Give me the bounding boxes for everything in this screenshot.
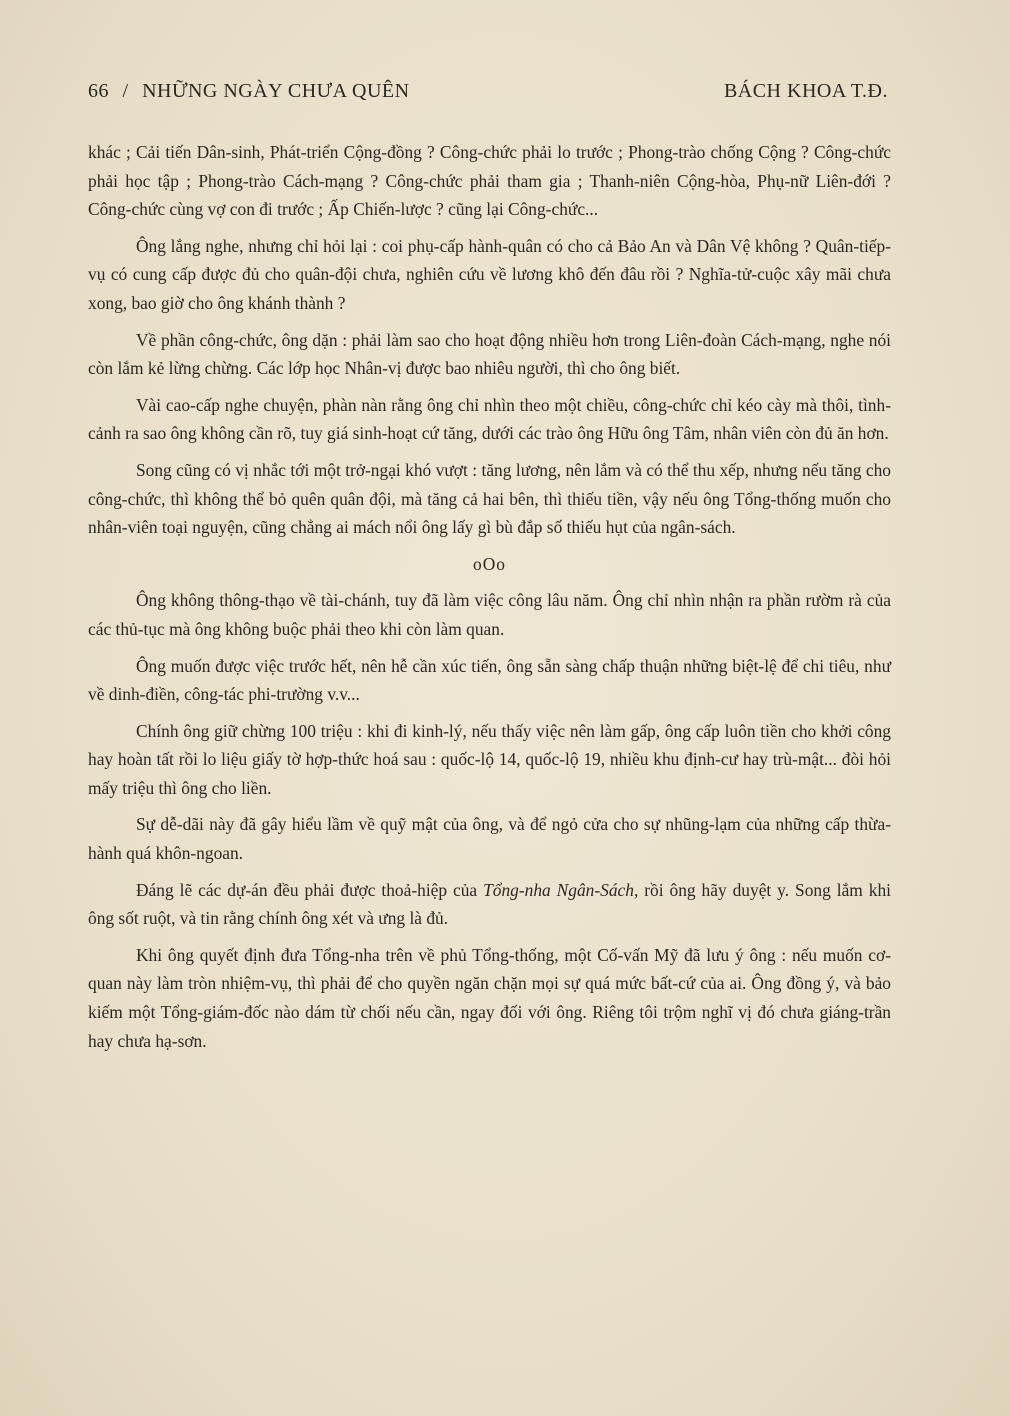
paragraph: Sự dễ-dãi này đã gây hiểu lầm về quỹ mật của ông, và để ngỏ cửa cho sự nhũng-lạm của những cấp thừa-hành quá khôn-ngoan.	[88, 814, 891, 864]
paragraph: Ông lắng nghe, nhưng chỉ hỏi lại : coi phụ-cấp hành-quân có cho cả Bảo An và Dân Vệ không ? Quân-tiếp-vụ có cung cấp được đủ cho quân-đội chưa, nghiên cứu về lương khô đến đâu rồi ? Nghĩa-tử-cuộc xây mãi chưa xong, bao giờ cho ông khánh thành ?	[88, 235, 891, 313]
paragraph: khác ; Cải tiến Dân-sinh, Phát-triển Cộng-đồng ? Công-chức phải lo trước ; Phong-trào chống Cộng ? Công-chức phải học tập ; Phong-trào Cách-mạng ? Công-chức phải tham gia ; Thanh-niên Cộng-hòa, Phụ-nữ Liên-đới ? Công-chức cùng vợ con đi trước ; Ấp Chiến-lược ? cũng lại Công-chức...	[88, 142, 891, 220]
text-run: rồi ông hãy duyệt y. Song lắm khi ông sốt ruột, và tin rằng chính ông xét và ưng là đủ.	[88, 879, 891, 929]
running-header	[88, 80, 888, 103]
paragraph: Ông không thông-thạo về tài-chánh, tuy đã làm việc công lâu năm. Ông chỉ nhìn nhận ra phần rườm rà của các thủ-tục mà ông không buộc phải theo khi còn làm quan.	[88, 590, 891, 639]
paragraph: Khi ông quyết định đưa Tổng-nha trên về phủ Tổng-thống, một Cố-vấn Mỹ đã lưu ý ông : nếu muốn cơ-quan này làm tròn nhiệm-vụ, thì phải để cho quyền ngăn chặn mọi sự quá mức bất-cứ của ai. Ông đồng ý, và bảo kiếm một Tổng-giám-đốc nào dám từ chối nếu cần, ngay đối với ông. Riêng tôi trộm nghĩ vị đó chưa giáng-trần hay chưa hạ-sơn.	[88, 944, 891, 1051]
paragraph: Vài cao-cấp nghe chuyện, phàn nàn rằng ông chỉ nhìn theo một chiều, công-chức chỉ kéo cày mà thôi, tình-cảnh ra sao ông không cần rõ, tuy giá sinh-hoạt cứ tăng, dưới các trào ông Hữu ông Tâm, nhân viên còn đủ ăn hơn.	[88, 394, 891, 444]
book-title: NHỮNG NGÀY CHƯA QUÊN	[142, 80, 410, 102]
header-left	[88, 80, 418, 103]
paragraph: Ông muốn được việc trước hết, nên hễ cần xúc tiến, ông sẵn sàng chấp thuận những biệt-lệ để chi tiêu, như về dinh-điền, công-tác phi-trường v.v...	[88, 655, 891, 705]
header-separator: /	[122, 80, 129, 102]
paragraph-tongnha	[88, 876, 891, 933]
section-separator: oOo	[473, 553, 506, 574]
page-number: 66	[88, 80, 109, 102]
paragraph: Chính ông giữ chừng 100 triệu : khi đi kinh-lý, nếu thấy việc nên làm gấp, ông cấp luôn tiền cho khởi công hay hoàn tất rồi lo liệu giấy tờ hợp-thức hoá sau : quốc-lộ 14, quốc-lộ 19, nhiều khu định-cư hay trù-mật... đòi hỏi mấy triệu thì ông cho liền.	[88, 720, 891, 798]
text-run: Đáng lẽ các dự-án đều phải được thoả-hiệp của	[136, 879, 484, 900]
italic-agency-name: Tổng-nha Ngân-Sách,	[483, 879, 639, 900]
paragraph: Về phần công-chức, ông dặn : phải làm sao cho hoạt động nhiều hơn trong Liên-đoàn Cách-mạng, nghe nói còn lắm kẻ lừng chừng. Các lớp học Nhân-vị được bao nhiêu người, thì cho ông biết.	[88, 329, 891, 379]
paragraph: Song cũng có vị nhắc tới một trở-ngại khó vượt : tăng lương, nên lắm và có thể thu xếp, nhưng nếu tăng cho công-chức, thì không thể bỏ quên quân đội, mà tăng cả hai bên, thì thiếu tiền, vậy nếu ông Tổng-thống muốn cho nhân-viên toại nguyện, cũng chẳng ai mách nổi ông lấy gì bù đắp số thiếu hụt của ngân-sách.	[88, 459, 891, 538]
magazine-name: BÁCH KHOA T.Đ.	[723, 80, 888, 102]
body-text	[88, 138, 891, 1063]
